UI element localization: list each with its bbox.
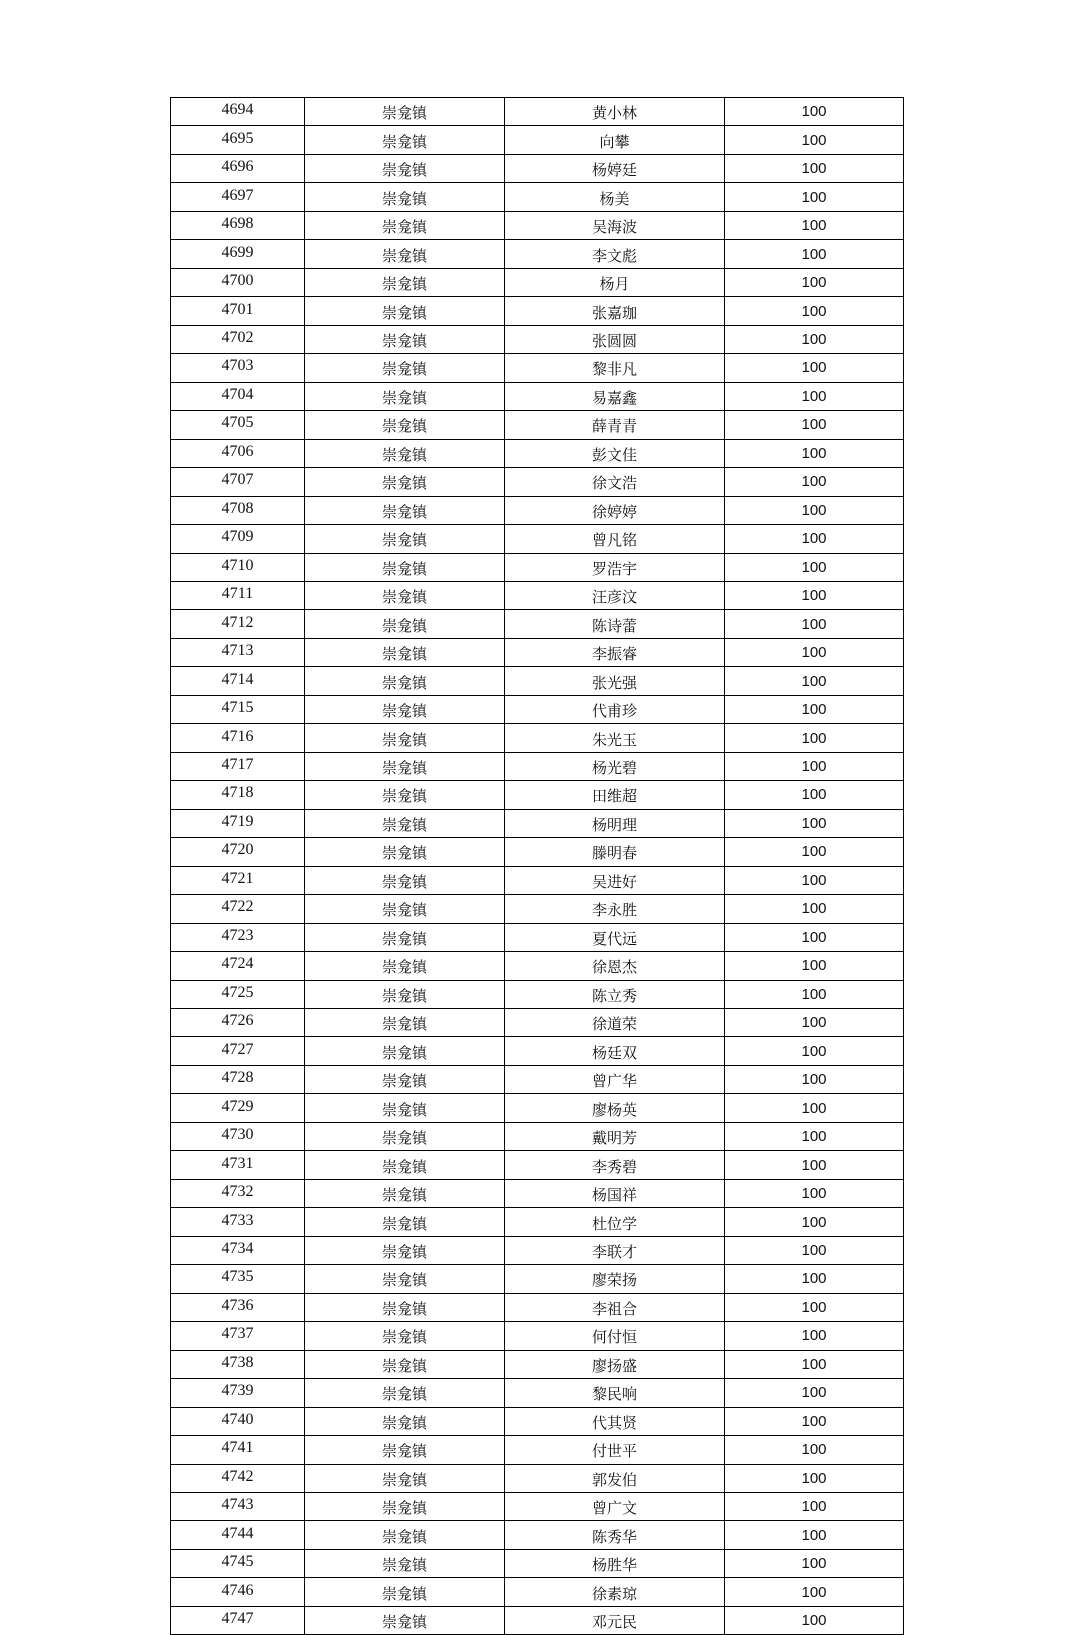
town-cell: 崇龛镇 bbox=[305, 1464, 505, 1492]
row-number-cell: 4731 bbox=[171, 1151, 305, 1179]
table-row bbox=[171, 838, 904, 866]
table-row bbox=[171, 1606, 904, 1634]
table-row bbox=[171, 752, 904, 780]
subsidy-list-table bbox=[170, 97, 904, 1635]
name-cell: 代甫珍 bbox=[505, 695, 725, 723]
town-cell: 崇龛镇 bbox=[305, 525, 505, 553]
table-row bbox=[171, 1179, 904, 1207]
amount-cell: 100 bbox=[725, 667, 904, 695]
name-cell: 戴明芳 bbox=[505, 1122, 725, 1150]
name-cell: 杜位学 bbox=[505, 1208, 725, 1236]
table-row bbox=[171, 1379, 904, 1407]
name-cell: 邓元民 bbox=[505, 1606, 725, 1634]
amount-cell: 100 bbox=[725, 354, 904, 382]
name-cell: 杨廷双 bbox=[505, 1037, 725, 1065]
row-number-cell: 4717 bbox=[171, 752, 305, 780]
town-cell: 崇龛镇 bbox=[305, 268, 505, 296]
table-row bbox=[171, 1293, 904, 1321]
row-number-cell: 4708 bbox=[171, 496, 305, 524]
row-number-cell: 4736 bbox=[171, 1293, 305, 1321]
row-number-cell: 4700 bbox=[171, 268, 305, 296]
name-cell: 李文彪 bbox=[505, 240, 725, 268]
town-cell: 崇龛镇 bbox=[305, 1236, 505, 1264]
amount-cell: 100 bbox=[725, 1037, 904, 1065]
town-cell: 崇龛镇 bbox=[305, 781, 505, 809]
town-cell: 崇龛镇 bbox=[305, 952, 505, 980]
name-cell: 杨光碧 bbox=[505, 752, 725, 780]
table-row bbox=[171, 553, 904, 581]
row-number-cell: 4695 bbox=[171, 126, 305, 154]
row-number-cell: 4730 bbox=[171, 1122, 305, 1150]
amount-cell: 100 bbox=[725, 154, 904, 182]
amount-cell: 100 bbox=[725, 496, 904, 524]
amount-cell: 100 bbox=[725, 553, 904, 581]
amount-cell: 100 bbox=[725, 468, 904, 496]
row-number-cell: 4743 bbox=[171, 1492, 305, 1520]
amount-cell: 100 bbox=[725, 1265, 904, 1293]
amount-cell: 100 bbox=[725, 581, 904, 609]
row-number-cell: 4696 bbox=[171, 154, 305, 182]
table-row bbox=[171, 667, 904, 695]
row-number-cell: 4719 bbox=[171, 809, 305, 837]
amount-cell: 100 bbox=[725, 809, 904, 837]
name-cell: 徐道荣 bbox=[505, 1009, 725, 1037]
amount-cell: 100 bbox=[725, 1293, 904, 1321]
amount-cell: 100 bbox=[725, 610, 904, 638]
amount-cell: 100 bbox=[725, 382, 904, 410]
table-row bbox=[171, 126, 904, 154]
name-cell: 罗浩宇 bbox=[505, 553, 725, 581]
row-number-cell: 4697 bbox=[171, 183, 305, 211]
table-row bbox=[171, 781, 904, 809]
table-row bbox=[171, 1578, 904, 1606]
town-cell: 崇龛镇 bbox=[305, 980, 505, 1008]
row-number-cell: 4722 bbox=[171, 895, 305, 923]
town-cell: 崇龛镇 bbox=[305, 1606, 505, 1634]
town-cell: 崇龛镇 bbox=[305, 496, 505, 524]
row-number-cell: 4710 bbox=[171, 553, 305, 581]
table-row bbox=[171, 1464, 904, 1492]
name-cell: 付世平 bbox=[505, 1436, 725, 1464]
table-row bbox=[171, 809, 904, 837]
table-row bbox=[171, 1009, 904, 1037]
table-row bbox=[171, 411, 904, 439]
town-cell: 崇龛镇 bbox=[305, 809, 505, 837]
row-number-cell: 4740 bbox=[171, 1407, 305, 1435]
name-cell: 黎民响 bbox=[505, 1379, 725, 1407]
amount-cell: 100 bbox=[725, 1492, 904, 1520]
amount-cell: 100 bbox=[725, 638, 904, 666]
name-cell: 张圆圆 bbox=[505, 325, 725, 353]
amount-cell: 100 bbox=[725, 1464, 904, 1492]
town-cell: 崇龛镇 bbox=[305, 1208, 505, 1236]
table-row bbox=[171, 1436, 904, 1464]
town-cell: 崇龛镇 bbox=[305, 98, 505, 126]
row-number-cell: 4728 bbox=[171, 1065, 305, 1093]
amount-cell: 100 bbox=[725, 1009, 904, 1037]
table-row bbox=[171, 1492, 904, 1520]
name-cell: 杨胜华 bbox=[505, 1549, 725, 1577]
row-number-cell: 4702 bbox=[171, 325, 305, 353]
table-row bbox=[171, 1151, 904, 1179]
name-cell: 向攀 bbox=[505, 126, 725, 154]
table-row bbox=[171, 382, 904, 410]
town-cell: 崇龛镇 bbox=[305, 553, 505, 581]
name-cell: 易嘉鑫 bbox=[505, 382, 725, 410]
name-cell: 薛青青 bbox=[505, 411, 725, 439]
amount-cell: 100 bbox=[725, 752, 904, 780]
amount-cell: 100 bbox=[725, 895, 904, 923]
town-cell: 崇龛镇 bbox=[305, 638, 505, 666]
name-cell: 代其贤 bbox=[505, 1407, 725, 1435]
table-row bbox=[171, 1322, 904, 1350]
table-row bbox=[171, 1094, 904, 1122]
amount-cell: 100 bbox=[725, 1208, 904, 1236]
table-row bbox=[171, 297, 904, 325]
row-number-cell: 4735 bbox=[171, 1265, 305, 1293]
table-row bbox=[171, 354, 904, 382]
amount-cell: 100 bbox=[725, 1578, 904, 1606]
name-cell: 杨国祥 bbox=[505, 1179, 725, 1207]
name-cell: 滕明春 bbox=[505, 838, 725, 866]
row-number-cell: 4724 bbox=[171, 952, 305, 980]
amount-cell: 100 bbox=[725, 781, 904, 809]
table-row bbox=[171, 923, 904, 951]
table-row bbox=[171, 268, 904, 296]
amount-cell: 100 bbox=[725, 866, 904, 894]
amount-cell: 100 bbox=[725, 695, 904, 723]
table-row bbox=[171, 1549, 904, 1577]
amount-cell: 100 bbox=[725, 952, 904, 980]
table-row bbox=[171, 866, 904, 894]
row-number-cell: 4721 bbox=[171, 866, 305, 894]
name-cell: 陈秀华 bbox=[505, 1521, 725, 1549]
table-body bbox=[171, 98, 904, 1635]
row-number-cell: 4745 bbox=[171, 1549, 305, 1577]
name-cell: 吴进好 bbox=[505, 866, 725, 894]
row-number-cell: 4720 bbox=[171, 838, 305, 866]
name-cell: 陈立秀 bbox=[505, 980, 725, 1008]
amount-cell: 100 bbox=[725, 1322, 904, 1350]
row-number-cell: 4727 bbox=[171, 1037, 305, 1065]
row-number-cell: 4699 bbox=[171, 240, 305, 268]
amount-cell: 100 bbox=[725, 1606, 904, 1634]
table-row bbox=[171, 980, 904, 1008]
name-cell: 曾凡铭 bbox=[505, 525, 725, 553]
town-cell: 崇龛镇 bbox=[305, 183, 505, 211]
table-row bbox=[171, 1037, 904, 1065]
town-cell: 崇龛镇 bbox=[305, 439, 505, 467]
amount-cell: 100 bbox=[725, 183, 904, 211]
town-cell: 崇龛镇 bbox=[305, 1322, 505, 1350]
row-number-cell: 4711 bbox=[171, 581, 305, 609]
name-cell: 彭文佳 bbox=[505, 439, 725, 467]
row-number-cell: 4747 bbox=[171, 1606, 305, 1634]
town-cell: 崇龛镇 bbox=[305, 154, 505, 182]
name-cell: 李永胜 bbox=[505, 895, 725, 923]
amount-cell: 100 bbox=[725, 98, 904, 126]
row-number-cell: 4742 bbox=[171, 1464, 305, 1492]
name-cell: 夏代远 bbox=[505, 923, 725, 951]
amount-cell: 100 bbox=[725, 1549, 904, 1577]
town-cell: 崇龛镇 bbox=[305, 1009, 505, 1037]
row-number-cell: 4716 bbox=[171, 724, 305, 752]
name-cell: 曾广文 bbox=[505, 1492, 725, 1520]
name-cell: 廖杨英 bbox=[505, 1094, 725, 1122]
town-cell: 崇龛镇 bbox=[305, 1179, 505, 1207]
town-cell: 崇龛镇 bbox=[305, 1037, 505, 1065]
name-cell: 陈诗蕾 bbox=[505, 610, 725, 638]
name-cell: 郭发伯 bbox=[505, 1464, 725, 1492]
town-cell: 崇龛镇 bbox=[305, 1578, 505, 1606]
table-row bbox=[171, 183, 904, 211]
table-row bbox=[171, 525, 904, 553]
town-cell: 崇龛镇 bbox=[305, 297, 505, 325]
row-number-cell: 4732 bbox=[171, 1179, 305, 1207]
name-cell: 徐文浩 bbox=[505, 468, 725, 496]
amount-cell: 100 bbox=[725, 411, 904, 439]
amount-cell: 100 bbox=[725, 980, 904, 1008]
row-number-cell: 4733 bbox=[171, 1208, 305, 1236]
amount-cell: 100 bbox=[725, 439, 904, 467]
amount-cell: 100 bbox=[725, 268, 904, 296]
amount-cell: 100 bbox=[725, 1065, 904, 1093]
name-cell: 李振睿 bbox=[505, 638, 725, 666]
name-cell: 廖荣扬 bbox=[505, 1265, 725, 1293]
table-row bbox=[171, 638, 904, 666]
name-cell: 徐恩杰 bbox=[505, 952, 725, 980]
town-cell: 崇龛镇 bbox=[305, 1265, 505, 1293]
row-number-cell: 4703 bbox=[171, 354, 305, 382]
town-cell: 崇龛镇 bbox=[305, 695, 505, 723]
amount-cell: 100 bbox=[725, 1350, 904, 1378]
town-cell: 崇龛镇 bbox=[305, 1293, 505, 1321]
town-cell: 崇龛镇 bbox=[305, 211, 505, 239]
row-number-cell: 4694 bbox=[171, 98, 305, 126]
town-cell: 崇龛镇 bbox=[305, 354, 505, 382]
name-cell: 田维超 bbox=[505, 781, 725, 809]
amount-cell: 100 bbox=[725, 724, 904, 752]
row-number-cell: 4706 bbox=[171, 439, 305, 467]
table-row bbox=[171, 610, 904, 638]
row-number-cell: 4734 bbox=[171, 1236, 305, 1264]
amount-cell: 100 bbox=[725, 211, 904, 239]
table-row bbox=[171, 1521, 904, 1549]
amount-cell: 100 bbox=[725, 1236, 904, 1264]
row-number-cell: 4715 bbox=[171, 695, 305, 723]
table-row bbox=[171, 1065, 904, 1093]
town-cell: 崇龛镇 bbox=[305, 468, 505, 496]
table-row bbox=[171, 154, 904, 182]
table-row bbox=[171, 895, 904, 923]
amount-cell: 100 bbox=[725, 1179, 904, 1207]
name-cell: 徐素琼 bbox=[505, 1578, 725, 1606]
name-cell: 杨月 bbox=[505, 268, 725, 296]
row-number-cell: 4714 bbox=[171, 667, 305, 695]
table-row bbox=[171, 1407, 904, 1435]
row-number-cell: 4707 bbox=[171, 468, 305, 496]
town-cell: 崇龛镇 bbox=[305, 1065, 505, 1093]
name-cell: 曾广华 bbox=[505, 1065, 725, 1093]
table-row bbox=[171, 98, 904, 126]
name-cell: 朱光玉 bbox=[505, 724, 725, 752]
table-row bbox=[171, 1236, 904, 1264]
table-row bbox=[171, 1122, 904, 1150]
amount-cell: 100 bbox=[725, 297, 904, 325]
town-cell: 崇龛镇 bbox=[305, 866, 505, 894]
row-number-cell: 4718 bbox=[171, 781, 305, 809]
table-row bbox=[171, 211, 904, 239]
town-cell: 崇龛镇 bbox=[305, 240, 505, 268]
row-number-cell: 4705 bbox=[171, 411, 305, 439]
row-number-cell: 4709 bbox=[171, 525, 305, 553]
row-number-cell: 4737 bbox=[171, 1322, 305, 1350]
town-cell: 崇龛镇 bbox=[305, 325, 505, 353]
table-row bbox=[171, 1208, 904, 1236]
town-cell: 崇龛镇 bbox=[305, 610, 505, 638]
table-row bbox=[171, 695, 904, 723]
amount-cell: 100 bbox=[725, 838, 904, 866]
amount-cell: 100 bbox=[725, 1407, 904, 1435]
name-cell: 黎非凡 bbox=[505, 354, 725, 382]
table-row bbox=[171, 952, 904, 980]
name-cell: 张嘉珈 bbox=[505, 297, 725, 325]
amount-cell: 100 bbox=[725, 1379, 904, 1407]
town-cell: 崇龛镇 bbox=[305, 1521, 505, 1549]
name-cell: 廖扬盛 bbox=[505, 1350, 725, 1378]
table-row bbox=[171, 439, 904, 467]
town-cell: 崇龛镇 bbox=[305, 838, 505, 866]
name-cell: 徐婷婷 bbox=[505, 496, 725, 524]
table-row bbox=[171, 496, 904, 524]
town-cell: 崇龛镇 bbox=[305, 667, 505, 695]
town-cell: 崇龛镇 bbox=[305, 1094, 505, 1122]
table-row bbox=[171, 468, 904, 496]
name-cell: 汪彦汶 bbox=[505, 581, 725, 609]
row-number-cell: 4723 bbox=[171, 923, 305, 951]
name-cell: 李祖合 bbox=[505, 1293, 725, 1321]
name-cell: 黄小林 bbox=[505, 98, 725, 126]
row-number-cell: 4712 bbox=[171, 610, 305, 638]
town-cell: 崇龛镇 bbox=[305, 411, 505, 439]
row-number-cell: 4704 bbox=[171, 382, 305, 410]
town-cell: 崇龛镇 bbox=[305, 724, 505, 752]
amount-cell: 100 bbox=[725, 1521, 904, 1549]
town-cell: 崇龛镇 bbox=[305, 895, 505, 923]
row-number-cell: 4738 bbox=[171, 1350, 305, 1378]
amount-cell: 100 bbox=[725, 1122, 904, 1150]
name-cell: 杨婷廷 bbox=[505, 154, 725, 182]
row-number-cell: 4726 bbox=[171, 1009, 305, 1037]
town-cell: 崇龛镇 bbox=[305, 1379, 505, 1407]
town-cell: 崇龛镇 bbox=[305, 581, 505, 609]
town-cell: 崇龛镇 bbox=[305, 752, 505, 780]
table-row bbox=[171, 325, 904, 353]
row-number-cell: 4746 bbox=[171, 1578, 305, 1606]
town-cell: 崇龛镇 bbox=[305, 1492, 505, 1520]
table-row bbox=[171, 1265, 904, 1293]
town-cell: 崇龛镇 bbox=[305, 1549, 505, 1577]
table-row bbox=[171, 1350, 904, 1378]
amount-cell: 100 bbox=[725, 1436, 904, 1464]
name-cell: 李秀碧 bbox=[505, 1151, 725, 1179]
row-number-cell: 4725 bbox=[171, 980, 305, 1008]
name-cell: 杨明理 bbox=[505, 809, 725, 837]
table-row bbox=[171, 724, 904, 752]
row-number-cell: 4701 bbox=[171, 297, 305, 325]
amount-cell: 100 bbox=[725, 1151, 904, 1179]
name-cell: 吴海波 bbox=[505, 211, 725, 239]
town-cell: 崇龛镇 bbox=[305, 1436, 505, 1464]
name-cell: 何付恒 bbox=[505, 1322, 725, 1350]
name-cell: 李联才 bbox=[505, 1236, 725, 1264]
row-number-cell: 4741 bbox=[171, 1436, 305, 1464]
amount-cell: 100 bbox=[725, 240, 904, 268]
row-number-cell: 4739 bbox=[171, 1379, 305, 1407]
town-cell: 崇龛镇 bbox=[305, 126, 505, 154]
row-number-cell: 4744 bbox=[171, 1521, 305, 1549]
amount-cell: 100 bbox=[725, 525, 904, 553]
amount-cell: 100 bbox=[725, 1094, 904, 1122]
town-cell: 崇龛镇 bbox=[305, 1122, 505, 1150]
name-cell: 张光强 bbox=[505, 667, 725, 695]
row-number-cell: 4713 bbox=[171, 638, 305, 666]
town-cell: 崇龛镇 bbox=[305, 923, 505, 951]
town-cell: 崇龛镇 bbox=[305, 1407, 505, 1435]
town-cell: 崇龛镇 bbox=[305, 1151, 505, 1179]
table-row bbox=[171, 581, 904, 609]
row-number-cell: 4698 bbox=[171, 211, 305, 239]
town-cell: 崇龛镇 bbox=[305, 1350, 505, 1378]
amount-cell: 100 bbox=[725, 325, 904, 353]
row-number-cell: 4729 bbox=[171, 1094, 305, 1122]
town-cell: 崇龛镇 bbox=[305, 382, 505, 410]
amount-cell: 100 bbox=[725, 126, 904, 154]
name-cell: 杨美 bbox=[505, 183, 725, 211]
table-row bbox=[171, 240, 904, 268]
amount-cell: 100 bbox=[725, 923, 904, 951]
